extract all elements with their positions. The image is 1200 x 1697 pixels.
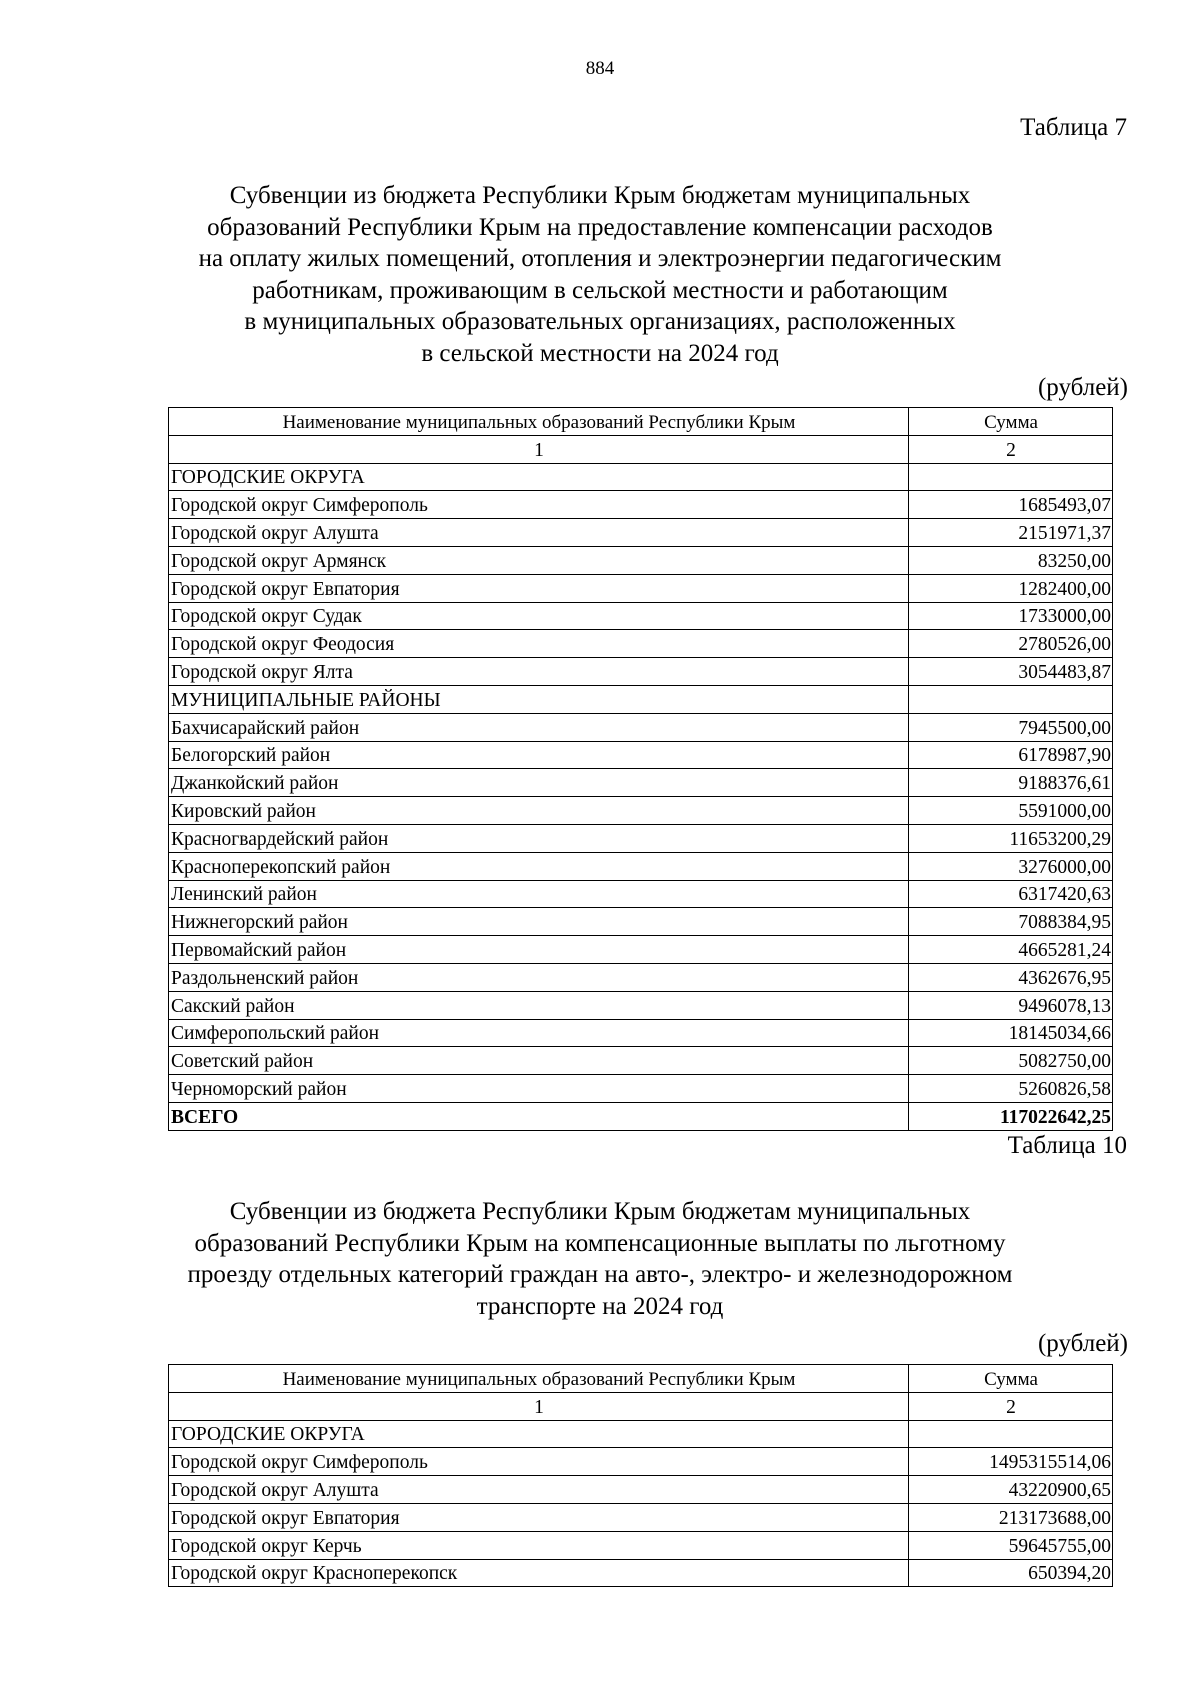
column-header-name: Наименование муниципальных образований Республики Крым bbox=[169, 1365, 909, 1393]
table-row bbox=[169, 546, 1113, 574]
title-line: в муниципальных образовательных организациях, расположенных bbox=[244, 308, 956, 335]
row-value: 1685493,07 bbox=[909, 491, 1113, 519]
table-7-label: Таблица 7 bbox=[1020, 114, 1127, 141]
row-name: Ленинский район bbox=[169, 880, 909, 908]
row-value: 5260826,58 bbox=[909, 1075, 1113, 1103]
table-row bbox=[169, 769, 1113, 797]
table-row bbox=[169, 1019, 1113, 1047]
row-value: 213173688,00 bbox=[909, 1503, 1113, 1531]
title-line: Субвенции из бюджета Республики Крым бюджетам муниципальных bbox=[229, 1198, 971, 1225]
table-header-row bbox=[169, 1365, 1113, 1393]
table-10-label: Таблица 10 bbox=[1007, 1132, 1127, 1159]
table-7-title bbox=[120, 180, 1080, 369]
row-name: ГОРОДСКИЕ ОКРУГА bbox=[169, 463, 909, 491]
row-name: Городской округ Красноперекопск bbox=[169, 1559, 909, 1587]
row-value: 7088384,95 bbox=[909, 908, 1113, 936]
row-name: Сакский район bbox=[169, 991, 909, 1019]
table-row bbox=[169, 713, 1113, 741]
row-value: 1495315514,06 bbox=[909, 1448, 1113, 1476]
table-row bbox=[169, 574, 1113, 602]
table-row bbox=[169, 991, 1113, 1019]
row-name: Советский район bbox=[169, 1047, 909, 1075]
table-row bbox=[169, 852, 1113, 880]
row-name: Джанкойский район bbox=[169, 769, 909, 797]
table-7-units: (рублей) bbox=[1037, 374, 1128, 401]
row-name: Городской округ Алушта bbox=[169, 519, 909, 547]
table-row bbox=[169, 824, 1113, 852]
table-7 bbox=[168, 407, 1113, 1131]
row-value: 4665281,24 bbox=[909, 936, 1113, 964]
table-row bbox=[169, 1448, 1113, 1476]
table-row bbox=[169, 1476, 1113, 1504]
row-value: 6178987,90 bbox=[909, 741, 1113, 769]
section-row bbox=[169, 685, 1113, 713]
table-10-units: (рублей) bbox=[1037, 1330, 1128, 1357]
row-name: Городской округ Симферополь bbox=[169, 491, 909, 519]
column-number: 1 bbox=[169, 1392, 909, 1420]
row-value: 2151971,37 bbox=[909, 519, 1113, 547]
row-name: Городской округ Феодосия bbox=[169, 630, 909, 658]
row-value: 6317420,63 bbox=[909, 880, 1113, 908]
row-value: 1282400,00 bbox=[909, 574, 1113, 602]
column-number: 2 bbox=[909, 1392, 1113, 1420]
column-number: 1 bbox=[169, 435, 909, 463]
row-value: 9188376,61 bbox=[909, 769, 1113, 797]
table-row bbox=[169, 491, 1113, 519]
row-value: 5591000,00 bbox=[909, 797, 1113, 825]
row-value bbox=[909, 685, 1113, 713]
table-row bbox=[169, 880, 1113, 908]
row-name: Белогорский район bbox=[169, 741, 909, 769]
column-number-row bbox=[169, 1392, 1113, 1420]
title-line: транспорте на 2024 год bbox=[476, 1292, 724, 1320]
section-row bbox=[169, 463, 1113, 491]
page-number: 884 bbox=[585, 58, 615, 79]
title-line: в сельской местности на 2024 год bbox=[421, 339, 779, 367]
table-row bbox=[169, 658, 1113, 686]
table-row bbox=[169, 936, 1113, 964]
table-row bbox=[169, 1531, 1113, 1559]
row-value: 4362676,95 bbox=[909, 963, 1113, 991]
row-name: Городской округ Армянск bbox=[169, 546, 909, 574]
table-row bbox=[169, 1559, 1113, 1587]
row-value: 1733000,00 bbox=[909, 602, 1113, 630]
row-name: Симферопольский район bbox=[169, 1019, 909, 1047]
table-row bbox=[169, 1503, 1113, 1531]
title-line: образований Республики Крым на компенсационные выплаты по льготному bbox=[194, 1229, 1006, 1257]
row-name: Городской округ Евпатория bbox=[169, 574, 909, 602]
column-number: 2 bbox=[909, 435, 1113, 463]
row-value: 9496078,13 bbox=[909, 991, 1113, 1019]
row-name: Городской округ Алушта bbox=[169, 1476, 909, 1504]
table-row bbox=[169, 797, 1113, 825]
row-name: Красноперекопский район bbox=[169, 852, 909, 880]
table-row bbox=[169, 741, 1113, 769]
table-header-row bbox=[169, 408, 1113, 436]
title-line: Субвенции из бюджета Республики Крым бюджетам муниципальных bbox=[229, 182, 971, 209]
row-value: 7945500,00 bbox=[909, 713, 1113, 741]
table-10-title bbox=[120, 1196, 1080, 1322]
row-name: Кировский район bbox=[169, 797, 909, 825]
table-row bbox=[169, 630, 1113, 658]
row-value: 3054483,87 bbox=[909, 658, 1113, 686]
row-value: 5082750,00 bbox=[909, 1047, 1113, 1075]
title-line: образований Республики Крым на предоставление компенсации расходов bbox=[207, 213, 993, 241]
total-value: 117022642,25 bbox=[909, 1102, 1113, 1130]
section-row bbox=[169, 1420, 1113, 1448]
row-name: Городской округ Судак bbox=[169, 602, 909, 630]
table-row bbox=[169, 602, 1113, 630]
row-value: 43220900,65 bbox=[909, 1476, 1113, 1504]
row-name: Красногвардейский район bbox=[169, 824, 909, 852]
row-name: Черноморский район bbox=[169, 1075, 909, 1103]
row-value: 59645755,00 bbox=[909, 1531, 1113, 1559]
table-row bbox=[169, 1047, 1113, 1075]
table-row bbox=[169, 519, 1113, 547]
row-name: Нижнегорский район bbox=[169, 908, 909, 936]
row-value: 3276000,00 bbox=[909, 852, 1113, 880]
row-name: Городской округ Керчь bbox=[169, 1531, 909, 1559]
title-line: на оплату жилых помещений, отопления и электроэнергии педагогическим bbox=[198, 245, 1002, 272]
row-value bbox=[909, 463, 1113, 491]
column-header-name: Наименование муниципальных образований Республики Крым bbox=[169, 408, 909, 436]
row-name: ГОРОДСКИЕ ОКРУГА bbox=[169, 1420, 909, 1448]
row-name: Бахчисарайский район bbox=[169, 713, 909, 741]
row-value: 650394,20 bbox=[909, 1559, 1113, 1587]
column-header-sum: Сумма bbox=[909, 408, 1113, 436]
row-value: 18145034,66 bbox=[909, 1019, 1113, 1047]
table-row bbox=[169, 1075, 1113, 1103]
column-header-sum: Сумма bbox=[909, 1365, 1113, 1393]
row-name: Городской округ Симферополь bbox=[169, 1448, 909, 1476]
row-value: 2780526,00 bbox=[909, 630, 1113, 658]
title-line: работникам, проживающим в сельской местности и работающим bbox=[252, 276, 948, 304]
title-line: проезду отдельных категорий граждан на авто-, электро- и железнодорожном bbox=[187, 1261, 1013, 1288]
row-name: Городской округ Евпатория bbox=[169, 1503, 909, 1531]
row-name: Городской округ Ялта bbox=[169, 658, 909, 686]
table-row bbox=[169, 908, 1113, 936]
row-name: Раздольненский район bbox=[169, 963, 909, 991]
table-row bbox=[169, 963, 1113, 991]
column-number-row bbox=[169, 435, 1113, 463]
row-value: 11653200,29 bbox=[909, 824, 1113, 852]
row-name: Первомайский район bbox=[169, 936, 909, 964]
row-value: 83250,00 bbox=[909, 546, 1113, 574]
row-value bbox=[909, 1420, 1113, 1448]
row-name: МУНИЦИПАЛЬНЫЕ РАЙОНЫ bbox=[169, 685, 909, 713]
total-label: ВСЕГО bbox=[169, 1102, 909, 1130]
table-10 bbox=[168, 1364, 1113, 1587]
total-row bbox=[169, 1102, 1113, 1130]
